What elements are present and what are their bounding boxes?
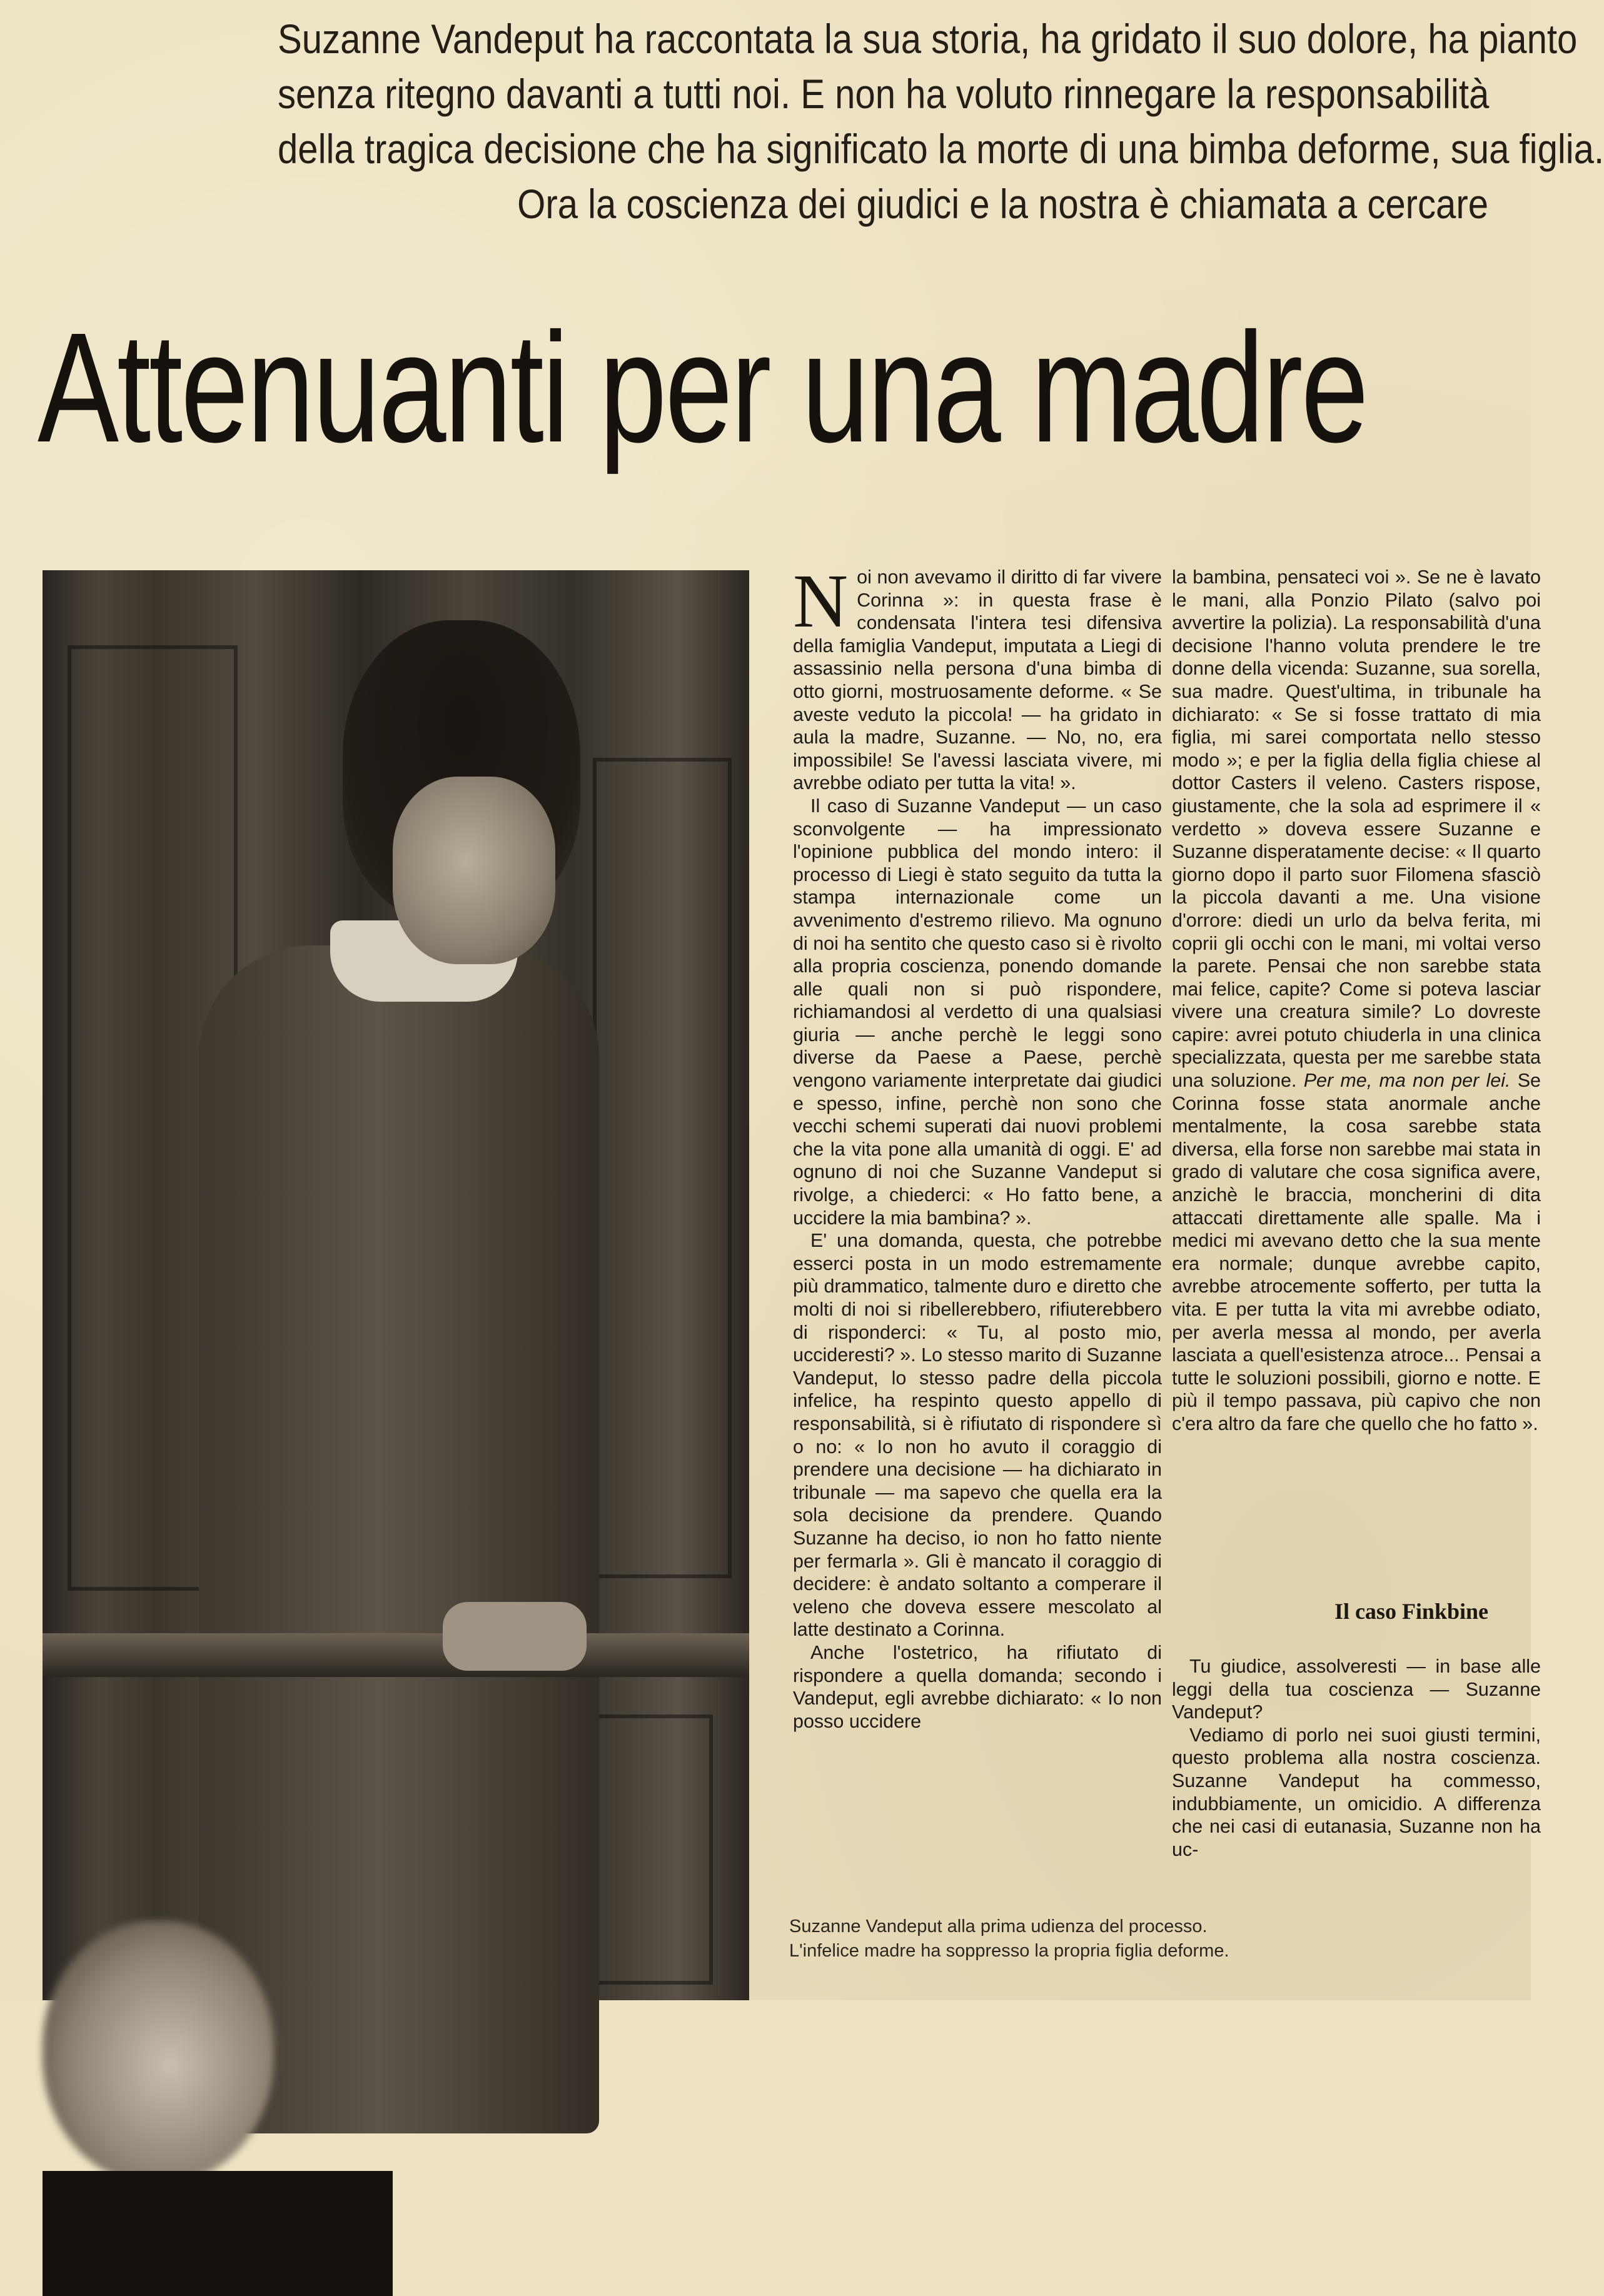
photo-caption: [789, 1915, 1508, 1963]
courtroom-rail: [43, 1633, 749, 1677]
woman-hand: [443, 1602, 587, 1671]
intro-line: Ora la coscienza dei giudici e la nostra è chiamata a cercare: [517, 181, 1488, 227]
woman-figure: [199, 945, 599, 2133]
article-paragraph: Tu giudice, assolveresti — in base alle leggi della tua coscienza — Suzanne Vandeput?: [1172, 1656, 1541, 1723]
intro-line: Suzanne Vandeput ha raccontata la sua storia, ha gridato il suo dolore, ha pianto: [278, 16, 1578, 62]
woman-face: [393, 777, 555, 964]
man-suit: [43, 2171, 393, 2296]
caption-line: L'infelice madre ha soppresso la propria figlia deforme.: [789, 1941, 1229, 1961]
intro-line: senza ritegno davanti a tutti noi. E non ha voluto rinnegare la responsabilità: [278, 71, 1490, 117]
article-paragraph: Noi non avevamo il diritto di far vivere Corinna »: in questa frase è condensata l'intera tesi difensiva della famiglia Vandeput, imputata a Liegi di assassinio nella persona d'una bimba di otto giorni, mostruosamente deforme. « Se aveste veduto la piccola! — ha gridato in aula la madre, Suzanne. — No, no, era impossibile! Se l'avessi lasciata vivere, mi avrebbe odiato per tutta la vita! ».: [793, 559, 1162, 794]
intro-line: della tragica decisione che ha significato la morte di una bimba deforme, sua figlia.: [278, 126, 1604, 172]
article-paragraph: Anche l'ostetrico, ha rifiutato di rispondere a quella domanda; secondo i Vandeput, egli avrebbe dichiarato: « Io non posso uccidere: [793, 1641, 1162, 1732]
section-subhead: Il caso Finkbine: [1334, 1599, 1488, 1624]
drop-cap: N: [793, 559, 849, 643]
article-column-2: [1172, 566, 1541, 1436]
emphasis: Per me, ma non per lei.: [1303, 1070, 1511, 1092]
article-column-2-continued: [1172, 1655, 1541, 1861]
intro-paragraph: [278, 11, 1604, 231]
wood-panel: [593, 758, 732, 1578]
article-column-1: [793, 559, 1163, 1733]
article-paragraph: Il caso di Suzanne Vandeput — un caso sconvolgente — ha impressionato l'opinione pubblica del mondo intero: il processo di Liegi è stato seguito da tutta la stampa internazionale come un avvenimento d'estremo rilievo. Ma ognuno di noi ha sentito che questo caso si è rivolto alla propria coscienza, ponendo domande alle quali non si può rispondere, richiamandosi al verdetto di una qualsiasi giuria — anche perchè le leggi sono diverse da Paese a Paese, perchè vengono variamente interpretate dai giudici e spesso, infine, perchè non sono che vecchi schemi superati dai nuovi problemi che la vita pone alla umanità di oggi. E' ad ognuno di noi che Suzanne Vandeput si rivolge, a chiederci: « Ho fatto bene, a uccidere la mia bambina? ».: [793, 795, 1163, 1229]
courtroom-photo: [43, 570, 749, 2000]
article-paragraph: E' una domanda, questa, che potrebbe esserci posta in un modo estremamente più drammatico, talmente duro e diretto che molti di noi si ribellerebbero, rifiuterebbero di risponderci: « Tu, al posto mio, uccideresti? ». Lo stesso marito di Suzanne Vandeput, lo stesso padre della piccola infelice, ha respinto questo appello di responsabilità, si è rifiutato di rispondere sì o no: « Io non ho avuto il coraggio di prendere una decisione — ha dichiarato in tribunale — ma sapevo che quella era la sola decisione da prendere. Quando Suzanne ha deciso, io non ho fatto niente per fermarla ». Gli è mancato il coraggio di decidere: è andato soltanto a comperare il veleno che doveva essere mescolato al latte destinato a Corinna.: [793, 1230, 1162, 1641]
article-paragraph: la bambina, pensateci voi ». Se ne è lavato le mani, alla Ponzio Pilato (salvo poi avvertire la polizia). La responsabilità d'una decisione l'hanno voluta prendere le tre donne della vicenda: Suzanne, sua sorella, sua madre. Quest'ultima, in tribunale ha dichiarato: « Se si fosse trattato di mia figlia, mi sarei comportata nello stesso modo »; e per la figlia della figlia chiese al dottor Casters il veleno. Casters rispose, giustamente, che la sola ad esprimere il « verdetto » doveva essere Suzanne e Suzanne disperatamente decise: « Il quarto giorno dopo il parto suor Filomena sfasciò la piccola davanti a me. Una visione d'orrore: diedi un urlo da belva ferita, mi coprii gli occhi con le mani, mi voltai verso la parete. Pensai che non sarebbe stata mai felice, capite? Come si poteva lasciar vivere una creatura simile? Lo dovreste capire: avrei potuto chiuderla in una clinica specializzata, questa per me sarebbe stata una soluzione. Per me, ma non per lei. Se Corinna fosse stata anormale anche mentalmente, la cosa sarebbe stata diversa, ella forse non sarebbe mai stata in grado di valutare che cosa significa avere, anzichè le braccia, moncherini di dita attaccati direttamente alle spalle. Ma i medici mi avevano detto che la sua mente era normale; dunque avrebbe capito, avrebbe atrocemente sofferto, per tutta la vita. E per tutta la vita mi avrebbe odiato, per averla messa al mondo, per averla lasciata a quell'esistenza atroce... Pensai a tutte le soluzioni possibili, giorno e notte. E più il tempo passava, più capivo che non c'era altro da fare che quello che ho fatto ».: [1172, 566, 1541, 1434]
article-paragraph: Vediamo di porlo nei suoi giusti termini, questo problema alla nostra coscienza. Suzanne Vandeput ha commesso, indubbiamente, un omicidio. A differenza che nei casi di eutanasia, Suzanne non ha uc-: [1172, 1724, 1541, 1860]
caption-line: Suzanne Vandeput alla prima udienza del processo.: [789, 1916, 1208, 1936]
man-head-blurred: [43, 1921, 274, 2183]
article-headline: Attenuanti per una madre: [38, 300, 1367, 475]
